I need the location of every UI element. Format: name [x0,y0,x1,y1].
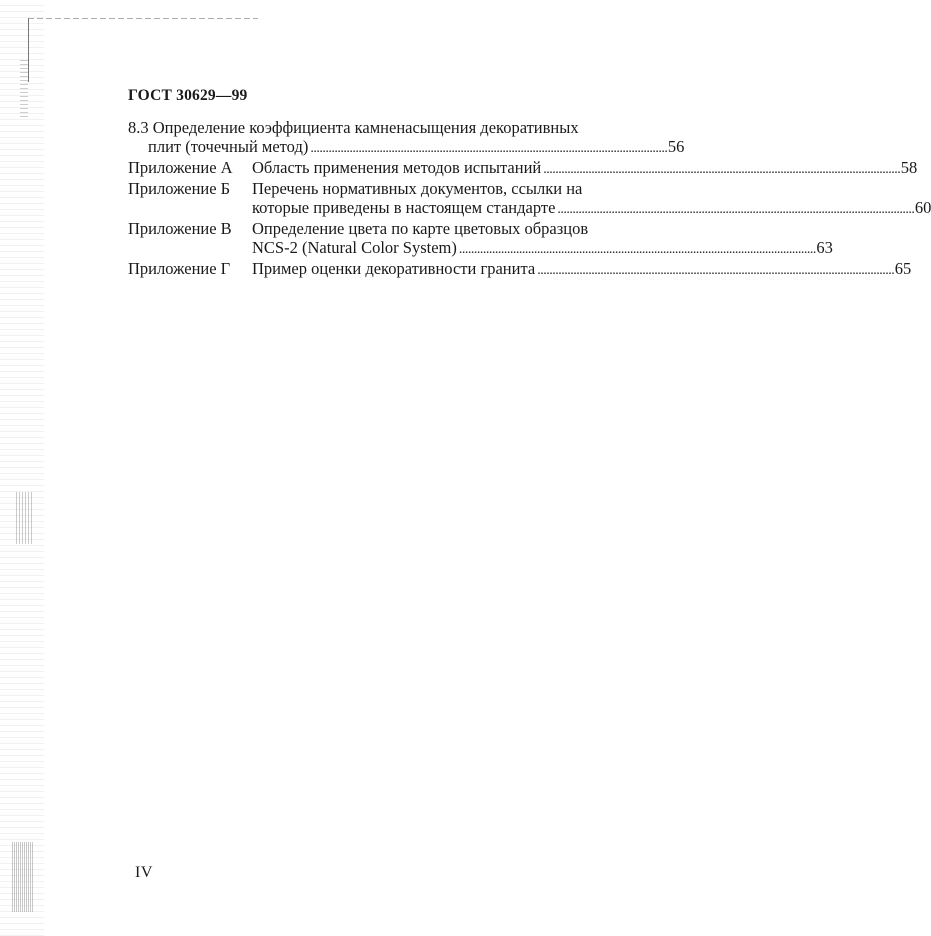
leader-dots [543,158,899,179]
toc-line [128,137,685,158]
toc-entry-title: которые приведены в настоящем стандарте [252,198,556,217]
toc-entry [128,219,833,259]
toc-entry-body [252,158,917,179]
toc-line [252,179,931,198]
toc-section-number: 8.3 [128,118,149,137]
toc-entry-title: Определение коэффициента камненасыщения декоративных [152,118,579,137]
scan-noise [16,492,32,544]
appendix-label: Приложение В [128,219,232,238]
toc-entry-body [252,179,931,219]
crop-mark [28,18,29,82]
toc-page-number: 65 [894,259,912,278]
leader-dots [537,259,893,280]
leader-dots [459,238,815,259]
toc-line [252,259,911,280]
crop-mark [28,18,258,19]
toc-entry [128,259,912,280]
toc-entry [128,179,931,219]
toc-entry-title: Область применения методов испытаний [252,158,542,177]
appendix-label: Приложение Г [128,259,231,278]
toc-line [252,158,917,179]
toc-line [128,118,628,137]
leader-dots [557,198,913,219]
toc-entry-body [252,219,833,259]
toc-line [252,238,833,259]
scan-noise [12,842,34,912]
appendix-label: Приложение Б [128,179,231,198]
toc-entry [128,118,685,158]
toc-entry-title: Пример оценки декоративности гранита [252,259,536,278]
toc-entry-title: Перечень нормативных документов, ссылки на [252,179,583,198]
toc-line [252,198,931,219]
toc-entry-title: плит (точечный метод) [148,137,309,156]
toc-entry-body [252,259,911,280]
toc-page-number: 58 [900,158,918,177]
toc-page-number: 56 [667,137,685,156]
table-of-contents [128,118,931,280]
document-header: ГОСТ 30629—99 [128,87,248,104]
toc-page-number: 60 [914,198,931,217]
leader-dots [310,137,666,158]
page-number: IV [135,864,153,881]
scan-edge-artifact [0,0,44,936]
scan-noise [20,60,28,120]
toc-entry-title: NCS-2 (Natural Color System) [252,238,457,257]
toc-entry-title: Определение цвета по карте цветовых образцов [252,219,589,238]
appendix-label: Приложение А [128,158,233,177]
toc-page-number: 63 [816,238,833,257]
toc-line [252,219,833,238]
toc-entry [128,158,918,179]
